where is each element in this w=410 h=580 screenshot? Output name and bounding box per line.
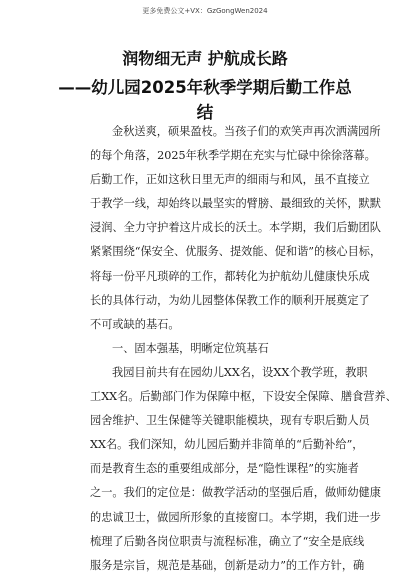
body-line: 将每一份平凡琐碎的工作，都转化为护航幼儿健康快乐成 — [90, 269, 370, 283]
body-text — [90, 120, 397, 578]
body-line: 服务是宗旨，规范是基础，创新是动力”的工作方针，确 — [90, 558, 365, 572]
body-line: 后勤工作，正如这秋日里无声的细雨与和风，虽不直接立 — [90, 173, 370, 187]
body-line: 的每个角落，2025年秋季学期在充实与忙碌中徐徐落幕。 — [90, 149, 376, 163]
title-line-1: 润物细无声 护航成长路 — [122, 49, 288, 68]
title-line-2: ——幼儿园2025年秋季学期后勤工作总 — [58, 78, 352, 97]
body-line: 金秋送爽，硕果盈枝。当孩子们的欢笑声再次洒满园所 — [112, 125, 381, 138]
body-line: 工XX名。后勤部门作为保障中枢，下设安全保障、膳食营养、 — [90, 390, 397, 404]
body-line: 浸润、全力守护着这片成长的沃土。本学期，我们后勤团队 — [90, 221, 381, 235]
header-note: 更多免费公文+VX：GzGongWen2024 — [142, 7, 268, 15]
body-line: 梳理了后勤各岗位职责与流程标准，确立了“安全是底线 — [90, 534, 365, 548]
body-line: 紧紧围绕“保安全、优服务、提效能、促和谐”的核心目标， — [90, 245, 382, 259]
body-line: 长的具体行动，为幼儿园整体保教工作的顺利开展奠定了 — [90, 293, 370, 307]
body-line: 而是教育生态的重要组成部分，是“隐性课程”的实施者 — [90, 462, 359, 476]
body-line: 不可或缺的基石。 — [90, 317, 180, 331]
body-line: 的忠诚卫士，做园所形象的直接窗口。本学期，我们进一步 — [90, 510, 381, 524]
body-line: 之一。我们的定位是：做教学活动的坚强后盾，做师幼健康 — [90, 486, 381, 500]
section-heading: 一、固本强基，明晰定位筑基石 — [112, 341, 269, 355]
body-line: 于教学一线，却始终以最坚实的臂膀、最细致的关怀，默默 — [90, 197, 381, 211]
body-line: XX名。我们深知，幼儿园后勤并非简单的“后勤补给”， — [90, 438, 364, 452]
body-line: 我园目前共有在园幼儿XX名，设XX个教学班，教职 — [112, 365, 368, 379]
body-line: 园舍维护、卫生保健等关键职能模块，现有专职后勤人员 — [90, 414, 370, 428]
title-line-3: 结 — [196, 103, 214, 122]
